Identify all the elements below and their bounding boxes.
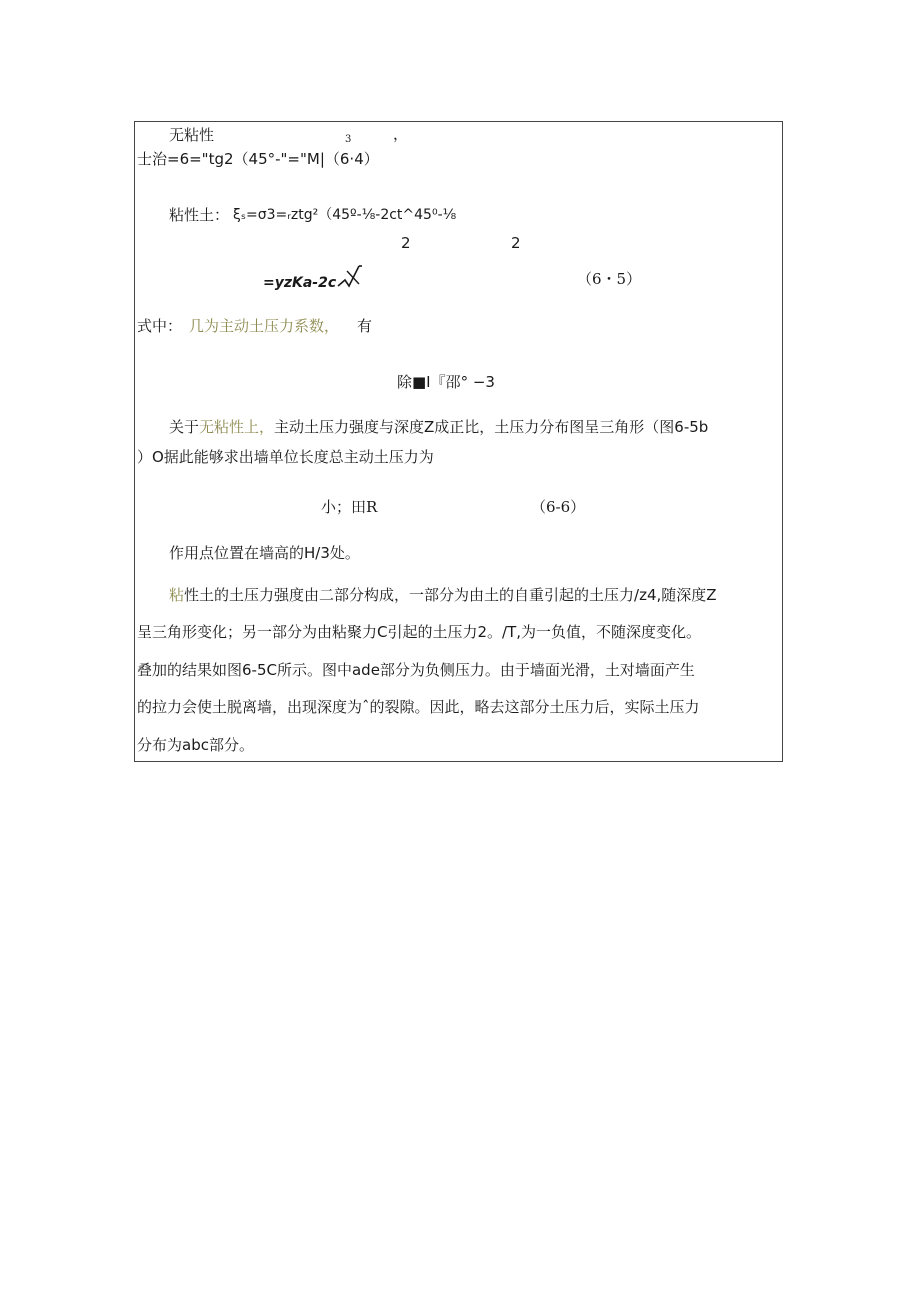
cohesive-formula: ξₛ=σ3=ᵣztg²（45º-⅛-2ct^45⁰-⅛: [233, 207, 457, 223]
superscript-3: 3: [345, 134, 352, 145]
stray-comma: ，: [393, 125, 409, 143]
paragraph-3-line-3: 叠加的结果如图6-5C所示。图中ade部分为负侧压力。由于墙面光滑，土对墙面产生: [137, 661, 695, 679]
content-box: [134, 121, 783, 762]
cohesionless-label: 无粘性: [169, 126, 215, 144]
paragraph-3-line-2: 呈三角形变化；另一部分为由粘聚力C引起的土压力2。/T,为一负值，不随深度变化。: [137, 623, 702, 641]
equation-number-6-6: （6-6）: [531, 498, 586, 516]
denominator-a: 2: [401, 234, 411, 252]
paragraph-3-line-1: 粘性土的土压力强度由二部分构成，一部分为由土的自重引起的土压力/z4,随深度Z: [137, 586, 717, 604]
ka-formula: 除■I『邵° −3: [397, 373, 495, 391]
sqrt-ka-symbol: [337, 264, 363, 288]
paragraph-1-line-1: 关于无粘性上，主动土压力强度与深度Z成正比，土压力分布图呈三角形（图6-5b: [169, 418, 709, 436]
paragraph-1-line-2: ）O据此能够求出墙单位长度总主动土压力为: [137, 448, 434, 466]
paragraph-3-line-4: 的拉力会使土脱离墙，出现深度为ˆ的裂隙。因此，略去这部分土压力后，实际土压力: [137, 698, 700, 716]
cohesive-highlight: 粘: [169, 586, 185, 604]
where-suffix: 有: [357, 317, 373, 335]
cohesionless-highlight: 无粘性上，: [199, 418, 275, 436]
where-ka-definition: 几为主动土压力系数，: [189, 317, 340, 335]
equation-number-6-5: （6・5）: [577, 270, 642, 288]
formula-6-5: =yzKa-2c: [263, 275, 337, 291]
paragraph-3-line-5: 分布为abc部分。: [137, 736, 254, 754]
denominator-b: 2: [511, 234, 521, 252]
cohesive-soil-label: 粘性土：: [169, 206, 230, 224]
formula-6-6: 小；田R: [321, 498, 378, 516]
paragraph-2: 作用点位置在墙高的H/3处。: [169, 544, 360, 562]
formula-6-4: 士治=6="tg2（45°-"="M|（6·4）: [137, 150, 379, 168]
where-prefix: 式中：: [137, 317, 183, 335]
